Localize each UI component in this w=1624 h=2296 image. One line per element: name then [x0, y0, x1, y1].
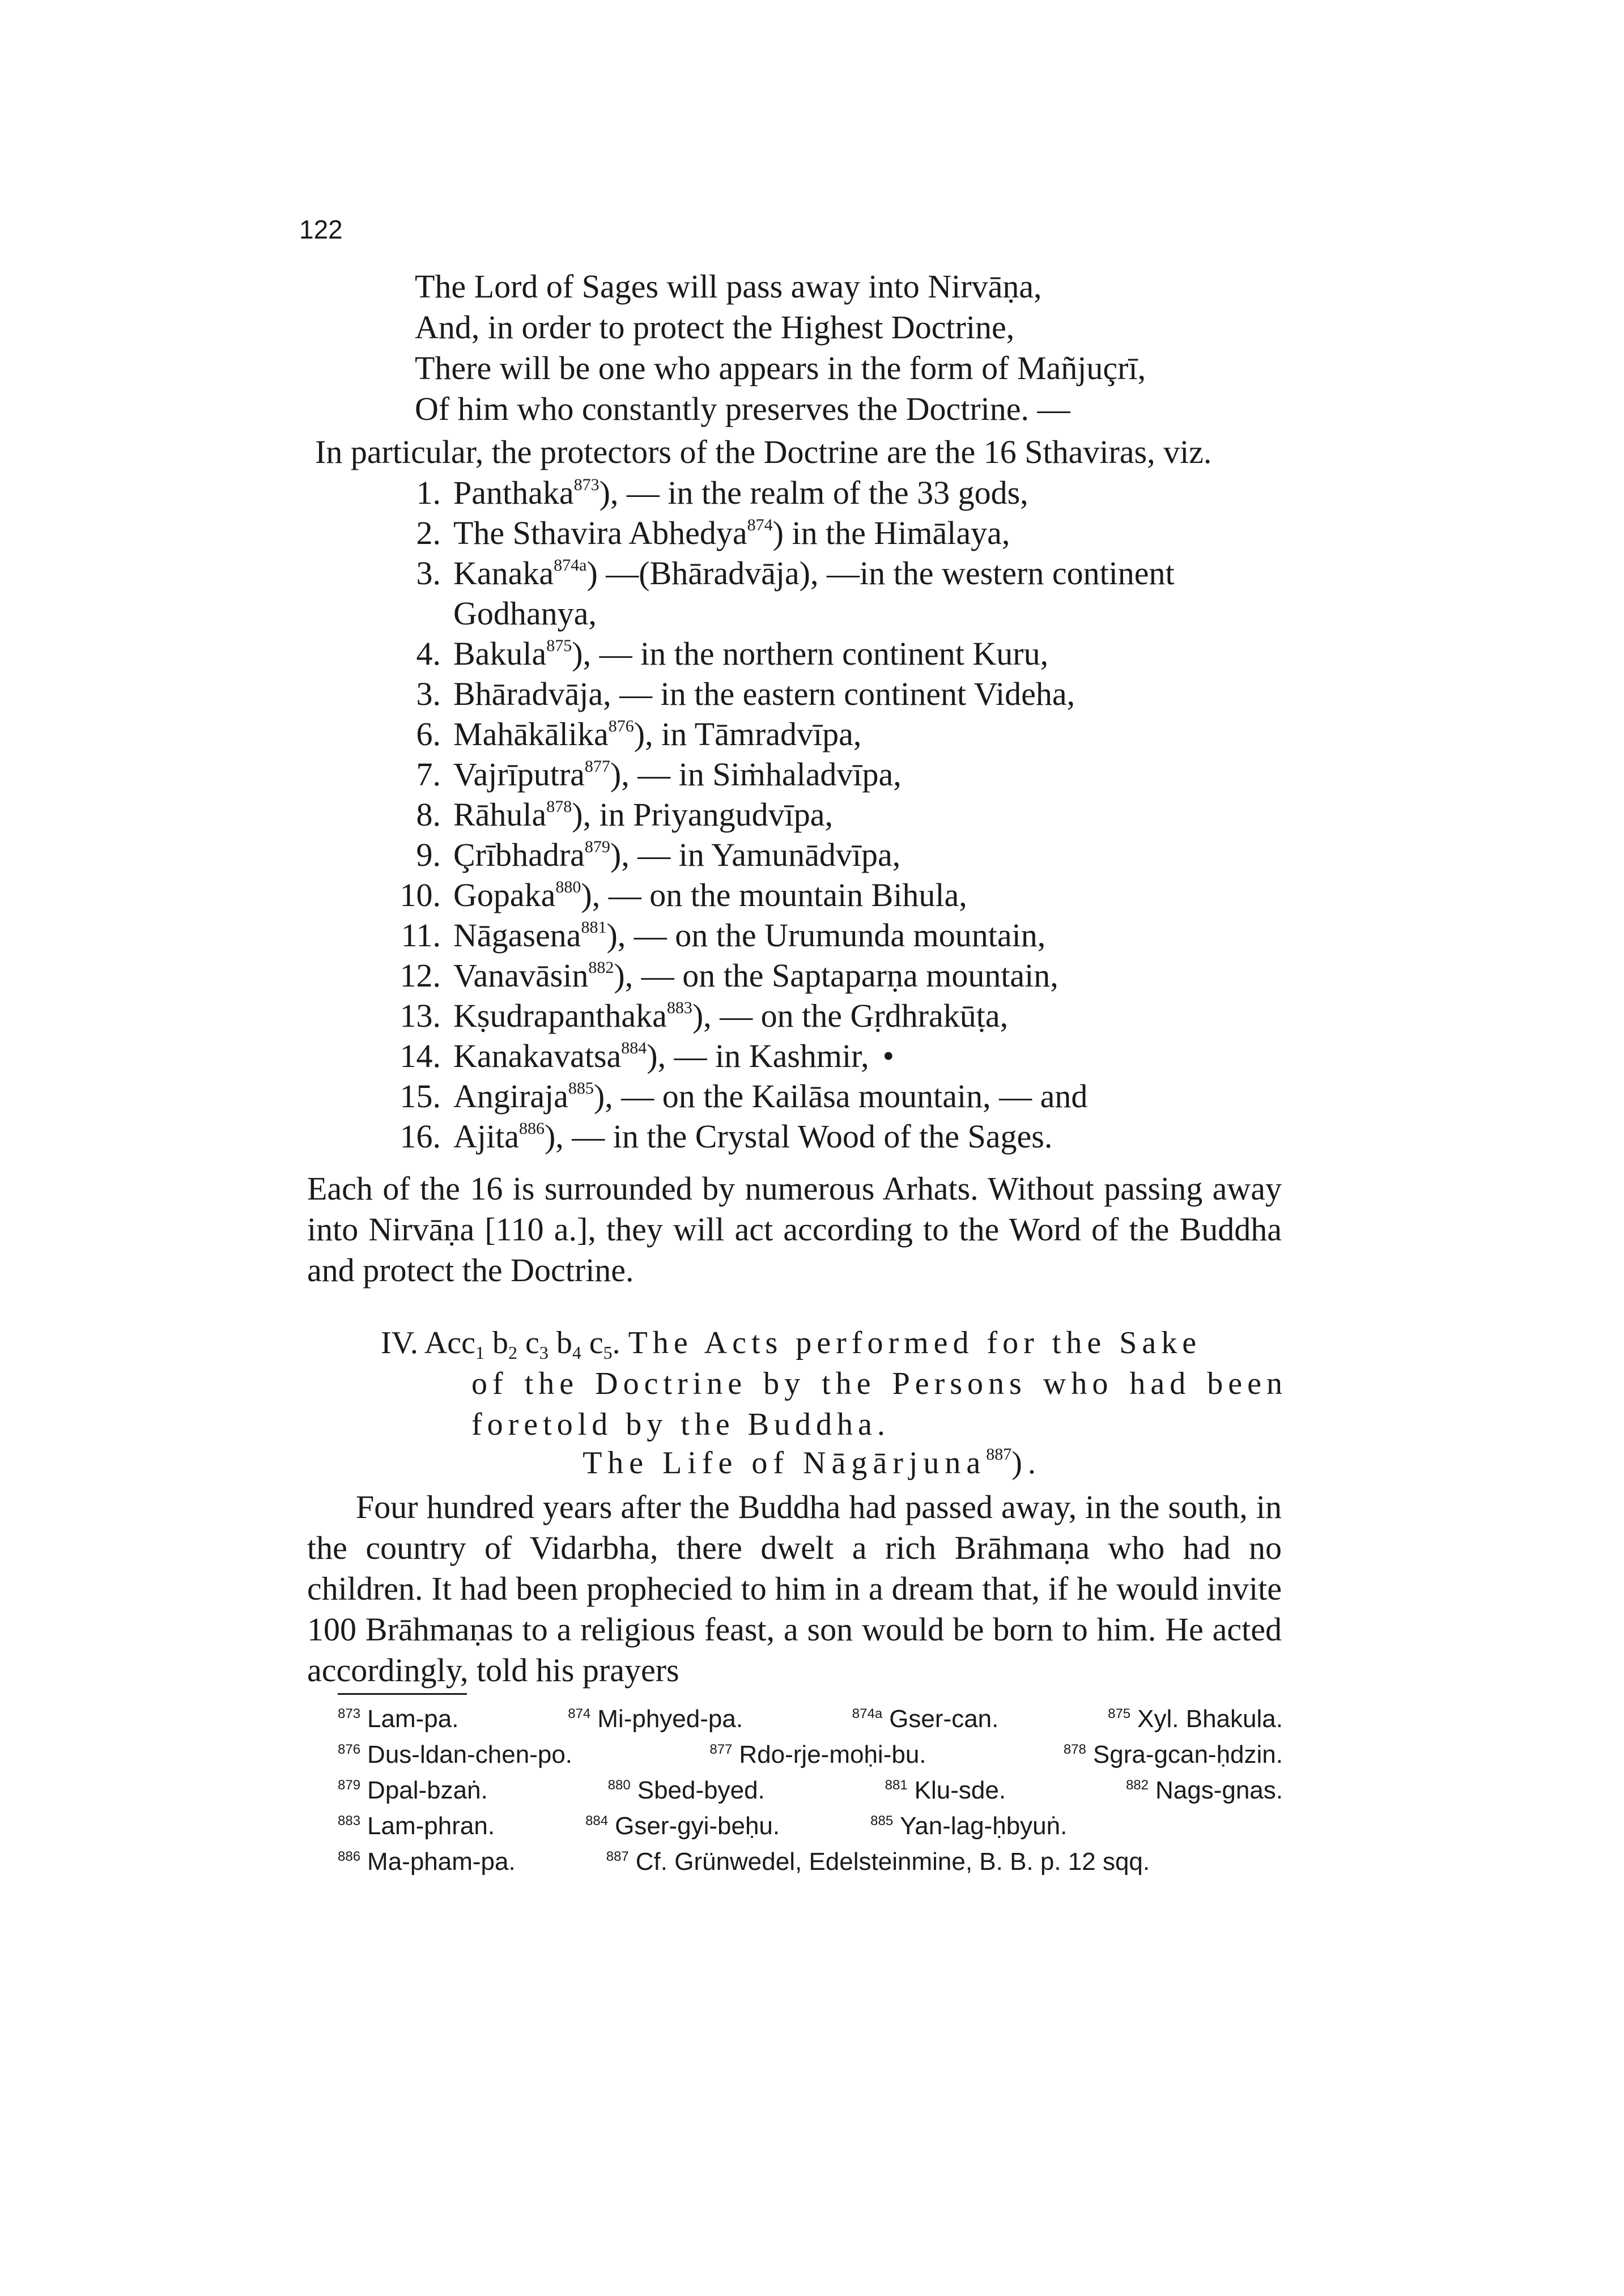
footnote-row: [338, 1808, 1283, 1844]
sthavira-list: [380, 473, 1309, 1156]
list-item: 7. Vajrīputra$^{877}$), — in Siṁhaladvīpa,: [416, 756, 902, 793]
list-item: 3. Kanaka$^{874a}$) —(Bhāradvāja), —in the western continent: [416, 555, 1175, 592]
footnote: $^{875}$ Xyl. Bhakula.: [1108, 1705, 1283, 1733]
footnote-rule: [338, 1693, 467, 1695]
footnote: $^{876}$ Dus-ldan-chen-po.: [338, 1741, 573, 1768]
footnote: $^{883}$ Lam-phran.: [338, 1812, 495, 1840]
page-number: 122: [299, 215, 343, 244]
list-item: 16. Ajita$^{886}$), — in the Crystal Wood of the Sages.: [399, 1118, 1053, 1155]
list-item: 12. Vanavāsin$^{882}$), — on the Saptaparṇa mountain,: [399, 957, 1058, 994]
verse-line: And, in order to protect the Highest Doctrine,: [415, 309, 1015, 346]
verse-line: Of him who constantly preserves the Doctrine. —: [415, 390, 1070, 427]
verse-block: [415, 266, 1146, 430]
paragraph-nagarjuna: Four hundred years after the Buddha had passed away, in the south, in the country of Vidarbha, there dwelt a rich Brāhmaṇa who had no children. It had been prophecied to him in a dream that, if he would invite 100 Brāhmaṇas to a religious feast, a son would be born to him. He acted accordingly, told his prayers: [307, 1489, 1282, 1689]
footnote: $^{880}$ Sbed-byed.: [607, 1776, 765, 1804]
footnote: $^{877}$ Rdo-rje-moḥi-bu.: [709, 1741, 926, 1768]
list-item-continuation: Godhanya,: [453, 595, 597, 632]
list-item: 14. Kanakavatsa$^{884}$), — in Kashmir, •: [380, 1036, 1309, 1076]
footnote-row: [338, 1772, 1283, 1808]
stray-mark: •: [882, 1038, 894, 1074]
list-item: 11. Nāgasena$^{881}$), — on the Urumunda mountain,: [401, 917, 1046, 954]
section-code: Acc$_1$ $b_2$ $c_3$ $b_4$ $c_5$.: [424, 1325, 620, 1363]
intro-line: In particular, the protectors of the Doctrine are the 16 Sthaviras, viz.: [315, 433, 1212, 470]
list-item: 6. Mahākālika$^{876}$), in Tāmradvīpa,: [416, 716, 862, 752]
list-item: 3. Bhāradvāja, — in the eastern continent Videha,: [416, 675, 1075, 712]
footnote: $^{886}$ Ma-pham-pa.: [338, 1848, 516, 1876]
section-heading: [381, 1323, 1287, 1445]
footnote: $^{879}$ Dpal-bzaṅ.: [338, 1776, 488, 1804]
verse-line: The Lord of Sages will pass away into Nirvāṇa,: [415, 268, 1042, 305]
paragraph-arhats: Each of the 16 is surrounded by numerous Arhats. Without passing away into Nirvāṇa [110 a.], they will act according to the Word of the Buddha and protect the Doctrine.: [307, 1170, 1282, 1289]
list-item: 8. Rāhula$^{878}$), in Priyangudvīpa,: [416, 796, 834, 833]
section-title-rest: of the Doctrine by the Persons who had been foretold by the Buddha.: [471, 1366, 1287, 1442]
footnotes: [338, 1701, 1283, 1880]
footnote: $^{882}$ Nags-gnas.: [1125, 1776, 1283, 1804]
list-item: 10. Gopaka$^{880}$), — on the mountain Bihula,: [399, 877, 967, 913]
footnote-row: [338, 1701, 1283, 1737]
footnote-row: [338, 1844, 1283, 1880]
footnote: $^{887}$ Cf. Grünwedel, Edelsteinmine, B. B. p. 12 sqq.: [606, 1848, 1150, 1876]
footnote: $^{884}$ Gser-gyi-beḥu.: [585, 1812, 780, 1840]
list-item: 15. Angiraja$^{885}$), — on the Kailāsa mountain, — and: [399, 1078, 1088, 1115]
list-item: 2. The Sthavira Abhedya$^{874}$) in the Himālaya,: [416, 515, 1010, 551]
footnote: $^{878}$ Sgra-gcan-ḥdzin.: [1063, 1741, 1283, 1768]
section-number: IV.: [381, 1325, 418, 1360]
footnote: $^{874a}$ Gser-can.: [852, 1705, 999, 1733]
subheading: The Life of Nāgārjuna$^{887}$).: [583, 1445, 1041, 1481]
verse-line: There will be one who appears in the form of Mañjuçrī,: [415, 350, 1146, 386]
footnote: $^{873}$ Lam-pa.: [338, 1705, 459, 1733]
footnote: $^{885}$ Yan-lag-ḥbyuṅ.: [870, 1812, 1068, 1840]
list-item: 1. Panthaka$^{873}$), — in the realm of the 33 gods,: [416, 474, 1028, 511]
list-item: 9. Çrībhadra$^{879}$), — in Yamunādvīpa,: [416, 836, 901, 873]
footnote: $^{874}$ Mi-phyed-pa.: [568, 1705, 743, 1733]
footnote: $^{881}$ Klu-sde.: [885, 1776, 1006, 1804]
list-item: 13. Kṣudrapanthaka$^{883}$), — on the Gṛdhrakūṭa,: [399, 997, 1009, 1034]
section-title-line1: The Acts performed for the Sake: [628, 1325, 1202, 1360]
list-item: 4. Bakula$^{875}$), — in the northern continent Kuru,: [416, 635, 1049, 672]
footnote-row: [338, 1737, 1283, 1772]
